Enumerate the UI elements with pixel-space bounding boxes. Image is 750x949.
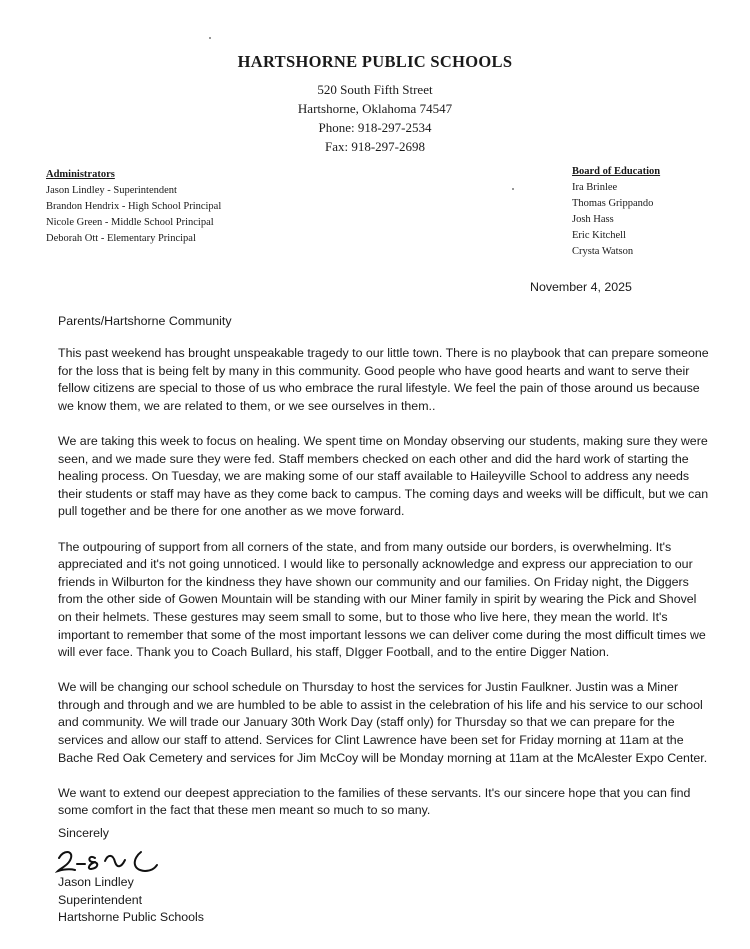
board-member: Eric Kitchell bbox=[572, 230, 626, 241]
administrators-list bbox=[46, 167, 221, 247]
board-member: Crysta Watson bbox=[572, 246, 634, 257]
paragraph: We will be changing our school schedule on Thursday to host the services for Justin Faulkner. Justin was a Miner through and through and we are humbled to be able to assist in the celebration of his life and his service to our school and community. We will trade our January 30th Work Day (staff only) for Thursday so that we can prepare for the services and allow our staff to attend. Services for Clint Lawrence have been set for Friday morning at 11am at the Bache Red Oak Cemetery and services for Jim McCoy will be Monday morning at 11am at the McAlester Expo Center. bbox=[58, 680, 708, 765]
signature-block bbox=[58, 874, 204, 927]
signer-organization: Hartshorne Public Schools bbox=[58, 910, 205, 925]
fax-number: Fax: 918-297-2698 bbox=[324, 139, 426, 154]
salutation: Parents/Hartshorne Community bbox=[58, 314, 232, 328]
letter-body bbox=[58, 345, 713, 838]
street-address: 520 South Fifth Street bbox=[317, 82, 433, 97]
administrator-item: Brandon Hendrix - High School Principal bbox=[46, 201, 222, 212]
paragraph: The outpouring of support from all corners of the state, and from many outside our borders, is overwhelming. It's appreciated and it's not going unnoticed. I would like to personally acknowledge and express our appreciation to our friends in Wilburton for the kindness they have shown our community and our families. On Friday night, the Diggers from the other side of Gowen Mountain will be standing with our Miner family in spirit by wearing the Pick and Shovel on their helmets. These gestures may seem small to some, but to those who live here, they mean the world. It's important to remember that some of the most important lessons we can deliver come during the most difficult times we will ever face. Thank you to Coach Bullard, his staff, DIgger Football, and to the entire Digger Nation. bbox=[58, 539, 706, 660]
city-address: Hartshorne, Oklahoma 74547 bbox=[297, 101, 453, 116]
handwritten-signature bbox=[55, 838, 175, 878]
administrators-heading: Administrators bbox=[46, 169, 115, 180]
administrator-item: Jason Lindley - Superintendent bbox=[46, 185, 177, 196]
administrator-item: Deborah Ott - Elementary Principal bbox=[46, 233, 196, 244]
paragraph: This past weekend has brought unspeakable tragedy to our little town. There is no playbook that can prepare someone for the loss that is being felt by many in this community. Good people who have good hearts and want to serve their fellow citizens are special to those of us who embrace the rural lifestyle. We feel the pain of those around us because we know them, we are related to them, or we see ourselves in them.. bbox=[58, 346, 709, 413]
scan-speck bbox=[512, 188, 514, 190]
paragraph: We are taking this week to focus on healing. We spent time on Monday observing our students, making sure they were seen, and we made sure they were fed. Staff members checked on each other and did the hard work of starting the healing process. On Tuesday, we are making some of our staff available to Haileyville School to address any needs their students or staff may have as they come back to campus. The coming days and weeks will be difficult, but we can pull together and be there for one another as we move forward. bbox=[58, 433, 709, 519]
signer-title: Superintendent bbox=[58, 892, 143, 907]
administrator-item: Nicole Green - Middle School Principal bbox=[46, 217, 214, 228]
scan-speck bbox=[209, 37, 211, 39]
board-member: Josh Hass bbox=[572, 214, 614, 225]
board-member: Ira Brinlee bbox=[572, 182, 618, 193]
phone-number: Phone: 918-297-2534 bbox=[318, 120, 432, 135]
board-of-education-list bbox=[572, 164, 660, 260]
school-name: HARTSHORNE PUBLIC SCHOOLS bbox=[237, 52, 513, 71]
letterhead bbox=[0, 52, 750, 156]
paragraph: We want to extend our deepest appreciation to the families of these servants. It's our sincere hope that you can find some comfort in the fact that these men meant so much to so many. bbox=[58, 785, 691, 818]
signer-name: Jason Lindley bbox=[58, 875, 134, 889]
board-member: Thomas Grippando bbox=[572, 198, 654, 209]
board-heading: Board of Education bbox=[572, 166, 661, 177]
closing: Sincerely bbox=[58, 826, 109, 840]
letter-date: November 4, 2025 bbox=[530, 280, 632, 294]
